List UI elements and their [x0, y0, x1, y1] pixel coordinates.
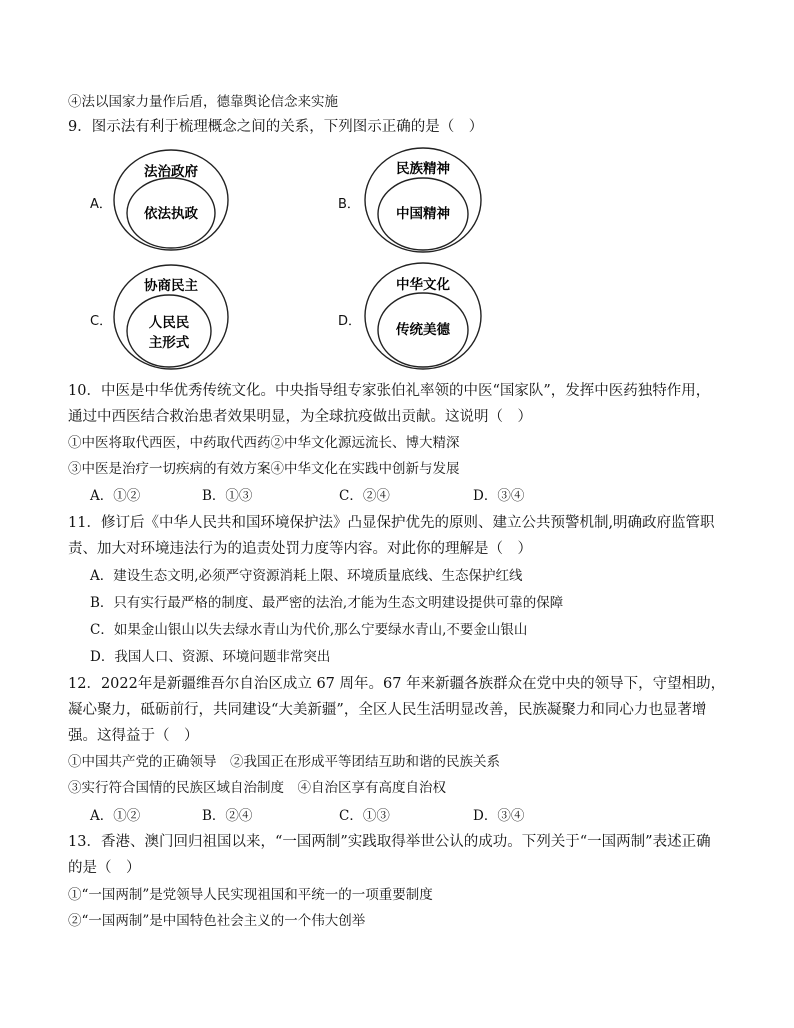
q12-statements-1: ①中国共产党的正确领导 ②我国正在形成平等团结互助和谐的民族关系	[68, 754, 500, 770]
q9-option-d-letter: D．	[338, 314, 362, 329]
inner-circle	[127, 295, 211, 367]
inner-label-line-1: 人民民	[148, 315, 190, 331]
q13-statements-2: ②“一国两制”是中国特色社会主义的一个伟大创举	[68, 913, 366, 929]
q12-stem-line-1: 12．2022年是新疆维吾尔自治区成立 67 周年。67 年来新疆各族群众在党中央的领导下，守望相助，	[68, 676, 726, 692]
inner-label-line-2: 主形式	[148, 335, 190, 351]
q12-option-c: C．①③	[339, 808, 390, 824]
q10-statements-1: ①中医将取代西医，中药取代西药②中华文化源远流长、博大精深	[68, 435, 460, 451]
q12-stem-line-2: 凝心聚力，砥砺前行，共同建设“大美新疆”，全区人民生活明显改善，民族凝聚力和同心力也显著增	[68, 702, 707, 718]
q12-statements-2: ③实行符合国情的民族区域自治制度 ④自治区享有高度自治权	[68, 780, 446, 796]
q10-option-d: D．③④	[473, 488, 525, 504]
q9-diagram-b	[363, 146, 483, 254]
q9-diagram-d	[363, 261, 483, 371]
q11-option-d: D．我国人口、资源、环境问题非常突出	[90, 649, 331, 665]
outer-label: 民族精神	[396, 161, 450, 177]
q13-statements-1: ①“一国两制”是党领导人民实现祖国和平统一的一项重要制度	[68, 887, 433, 903]
q11-stem-line-2: 责、加大对环境违法行为的追责处罚力度等内容。对此你的理解是（ ）	[68, 541, 532, 557]
inner-label: 传统美德	[396, 322, 450, 338]
q11-option-c: C．如果金山银山以失去绿水青山为代价,那么宁要绿水青山,不要金山银山	[90, 622, 528, 638]
q9-stem: 9．图示法有利于梳理概念之间的关系，下列图示正确的是（ ）	[68, 119, 484, 135]
q10-option-b: B．①③	[202, 488, 253, 504]
inner-label: 依法执政	[144, 206, 198, 222]
q12-stem-line-3: 强。这得益于（ ）	[68, 728, 199, 744]
q10-statements-2: ③中医是治疗一切疾病的有效方案④中华文化在实践中创新与发展	[68, 461, 460, 477]
q9-diagram-a	[112, 148, 230, 252]
q9-diagram-c	[112, 263, 230, 371]
q8-statement-4: ④法以国家力量作后盾，德靠舆论信念来实施	[68, 94, 338, 110]
q9-option-b-letter: B．	[338, 197, 360, 212]
q9-option-a-letter: A．	[90, 197, 112, 212]
q13-stem-line-2: 的是（ ）	[68, 860, 141, 876]
q13-stem-line-1: 13．香港、澳门回归祖国以来，“一国两制”实践取得举世公认的成功。下列关于“一国两制”表述正确	[68, 834, 711, 850]
q10-stem-line-1: 10．中医是中华优秀传统文化。中央指导组专家张伯礼率领的中医“国家队”，发挥中医药独特作用，	[68, 383, 711, 399]
q11-option-b: B．只有实行最严格的制度、最严密的法治,才能为生态文明建设提供可靠的保障	[90, 595, 564, 611]
q9-option-c-letter: C．	[90, 314, 113, 329]
q10-option-c: C．②④	[339, 488, 390, 504]
outer-label: 中华文化	[396, 277, 450, 293]
outer-label: 协商民主	[144, 278, 198, 294]
q10-stem-line-2: 通过中西医结合救治患者效果明显，为全球抗疫做出贡献。这说明（ ）	[68, 409, 532, 425]
q11-stem-line-1: 11．修订后《中华人民共和国环境保护法》凸显保护优先的原则、建立公共预警机制,明确政府监管职	[68, 515, 715, 531]
q12-option-b: B．②④	[202, 808, 253, 824]
outer-label: 法治政府	[144, 164, 198, 180]
q12-option-a: A．①②	[90, 808, 141, 824]
q11-option-a: A．建设生态文明,必须严守资源消耗上限、环境质量底线、生态保护红线	[90, 568, 523, 584]
q12-option-d: D．③④	[473, 808, 525, 824]
q10-option-a: A．①②	[90, 488, 141, 504]
inner-label: 中国精神	[396, 206, 450, 222]
